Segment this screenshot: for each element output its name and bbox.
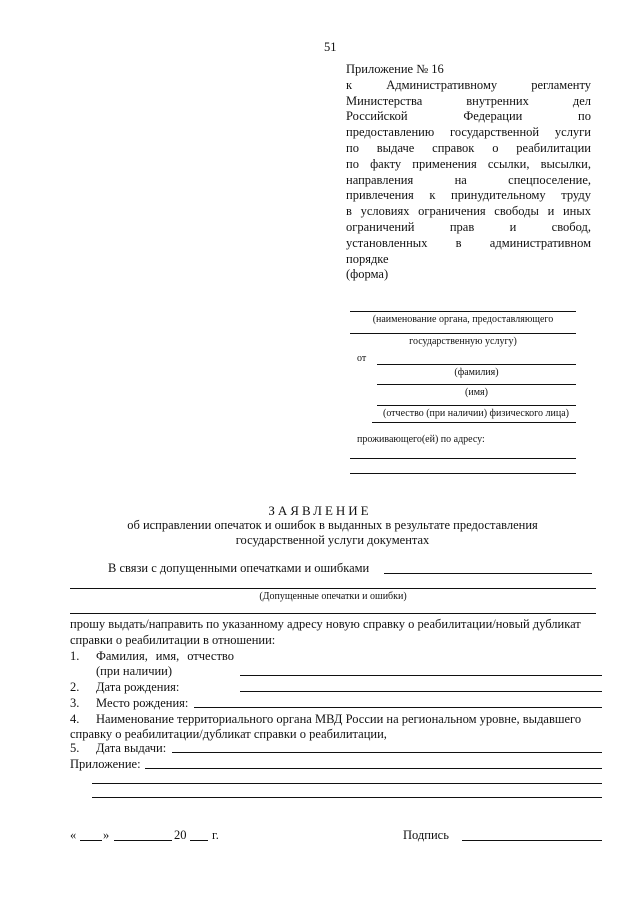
surname-line[interactable] <box>377 364 576 365</box>
patronymic-caption: (отчество (при наличии) физического лица) <box>382 408 569 419</box>
attachment-line-1[interactable] <box>145 768 602 769</box>
patronymic-line[interactable] <box>377 405 576 406</box>
appendix-line: по выдаче справок о реабилитации <box>346 140 591 155</box>
surname-caption: (фамилия) <box>454 367 499 378</box>
request-text-2: справки о реабилитации в отношении: <box>70 633 276 647</box>
appendix-line: привлечения к принудительному труду <box>346 188 591 203</box>
appendix-line: ограничений прав и свобод, <box>346 219 591 234</box>
attachment-line-2[interactable] <box>92 783 602 784</box>
errors-line-2[interactable] <box>70 613 596 614</box>
organ-caption-2: государственную услугу) <box>409 336 517 347</box>
month-field[interactable] <box>114 840 172 841</box>
appendix-line: предоставлению государственной услуги <box>346 125 591 140</box>
item-label: Фамилия, имя, отчество <box>96 649 234 663</box>
errors-caption: (Допущенные опечатки и ошибки) <box>259 591 407 602</box>
organ-caption: (наименование органа, предоставляющего <box>372 314 554 325</box>
issue-date-field[interactable] <box>172 752 602 753</box>
from-label: от <box>357 353 367 364</box>
appendix-line: установленных в административном <box>346 235 591 250</box>
form-note: (форма) <box>346 267 389 282</box>
appendix-line: порядке <box>346 251 389 266</box>
address-line-1[interactable] <box>350 458 576 459</box>
errors-line[interactable] <box>70 588 596 589</box>
appendix-line: к Административному регламенту <box>346 77 591 92</box>
address-label: проживающего(ей) по адресу: <box>357 434 485 445</box>
organ-name-line-2[interactable] <box>350 333 576 334</box>
document-title: ЗАЯВЛЕНИЕ <box>268 503 372 518</box>
appendix-number: Приложение № 16 <box>346 62 444 76</box>
name-caption: (имя) <box>465 387 488 398</box>
organ-name-line[interactable] <box>350 311 576 312</box>
item-number: 1. <box>70 649 80 663</box>
item-number: 4. <box>70 712 80 726</box>
year-field[interactable] <box>190 840 208 841</box>
item-label: Наименование территориального органа МВД России на региональном уровне, выдавшего <box>96 712 582 726</box>
item-label-2: (при наличии) <box>96 664 173 678</box>
appendix-header <box>346 62 591 283</box>
item-label-2: справку о реабилитации/дубликат справки о реабилитации, <box>70 727 387 741</box>
errors-line-inline[interactable] <box>384 573 592 574</box>
date-open-quote: « <box>70 828 77 842</box>
full-name-field[interactable] <box>240 675 602 676</box>
item-number: 2. <box>70 680 80 694</box>
day-field[interactable] <box>80 840 102 841</box>
appendix-line: направления на спецпоселение, <box>346 172 591 187</box>
item-label: Дата выдачи: <box>96 741 167 755</box>
appendix-line: по факту применения ссылки, высылки, <box>346 156 591 171</box>
request-text: прошу выдать/направить по указанному адресу новую справку о реабилитации/новый дубликат <box>70 617 581 631</box>
appendix-line: Министерства внутренних дел <box>346 93 591 108</box>
page-number: 51 <box>324 40 337 54</box>
appendix-line: Российской Федерации по <box>346 109 591 124</box>
name-line[interactable] <box>377 384 576 385</box>
signature-field[interactable] <box>462 840 602 841</box>
item-number: 5. <box>70 741 80 755</box>
birth-date-field[interactable] <box>240 691 602 692</box>
patronymic-underline <box>372 422 576 423</box>
year-prefix: 20 <box>174 828 187 842</box>
item-label: Дата рождения: <box>96 680 180 694</box>
attachment-line-3[interactable] <box>92 797 602 798</box>
address-line-2[interactable] <box>350 473 576 474</box>
appendix-line: в условиях ограничения свободы и иных <box>346 204 591 219</box>
attachment-label: Приложение: <box>70 757 141 771</box>
year-suffix: г. <box>212 828 219 842</box>
date-close-quote: » <box>103 828 110 842</box>
birth-place-field[interactable] <box>194 707 602 708</box>
item-label: Место рождения: <box>96 696 189 710</box>
document-subtitle-2: государственной услуги документах <box>235 533 430 547</box>
intro-text: В связи с допущенными опечатками и ошибками <box>108 561 370 575</box>
item-number: 3. <box>70 696 80 710</box>
signature-label: Подпись <box>403 828 449 842</box>
document-subtitle: об исправлении опечаток и ошибок в выданных в результате предоставления <box>127 518 538 532</box>
